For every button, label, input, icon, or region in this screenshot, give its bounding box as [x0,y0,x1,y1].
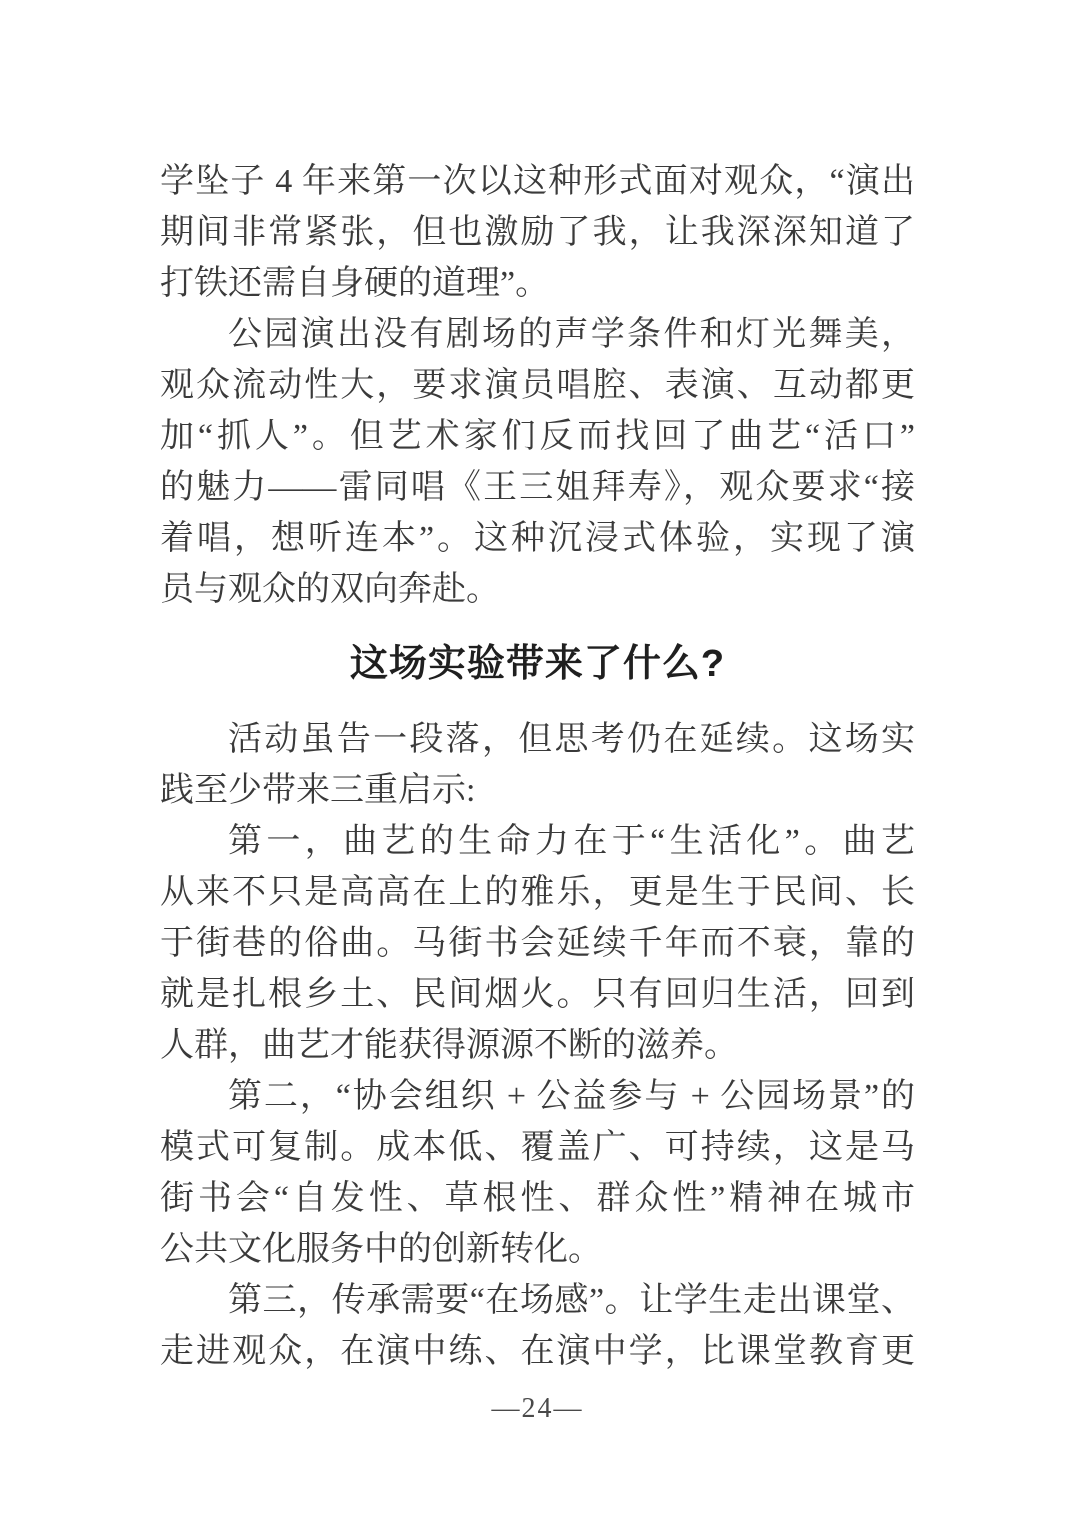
text-line: 街书会“自发性、草根性、群众性”精神在城市 [160,1180,915,1217]
text-line: 模式可复制。成本低、覆盖广、可持续，这是马 [160,1129,915,1166]
text-line: 观众流动性大，要求演员唱腔、表演、互动都更 [160,367,915,404]
text-line: 活动虽告一段落，但思考仍在延续。这场实 [228,721,915,758]
text-line: 就是扎根乡土、民间烟火。只有回归生活，回到 [160,976,915,1013]
text-line: 加“抓人”。但艺术家们反而找回了曲艺“活口” [160,418,915,455]
text-line: 践至少带来三重启示: [160,772,476,809]
text-line: 公共文化服务中的创新转化。 [160,1231,602,1268]
text-line: 员与观众的双向奔赴。 [160,571,500,608]
text-line: 第二，“协会组织 + 公益参与 + 公园场景”的 [228,1078,915,1115]
text-line: 的魅力——雷同唱《王三姐拜寿》，观众要求“接 [160,469,915,506]
text-line: 期间非常紧张，但也激励了我，让我深深知道了 [160,214,915,251]
text-line: 从来不只是高高在上的雅乐，更是生于民间、长 [160,874,915,911]
text-line: 于街巷的俗曲。马街书会延续千年而不衰，靠的 [160,925,915,962]
text-line: 着唱，想听连本”。这种沉浸式体验，实现了演 [160,520,915,557]
text-line: 打铁还需自身硬的道理”。 [160,265,550,302]
text-line: 公园演出没有剧场的声学条件和灯光舞美， [228,316,915,353]
text-line: 走进观众，在演中练、在演中学，比课堂教育更 [160,1333,915,1370]
text-line: 人群，曲艺才能获得源源不断的滋养。 [160,1027,738,1064]
page-number: —24— [491,1393,584,1424]
text-line: 第一，曲艺的生命力在于“生活化”。曲艺 [228,823,915,860]
article-body [160,156,915,1377]
text-line: 学坠子 4 年来第一次以这种形式面对观众，“演出 [160,163,915,200]
text-line: 第三，传承需要“在场感”。让学生走出课堂、 [228,1282,915,1319]
section-heading: 这场实验带来了什么? [349,643,726,685]
